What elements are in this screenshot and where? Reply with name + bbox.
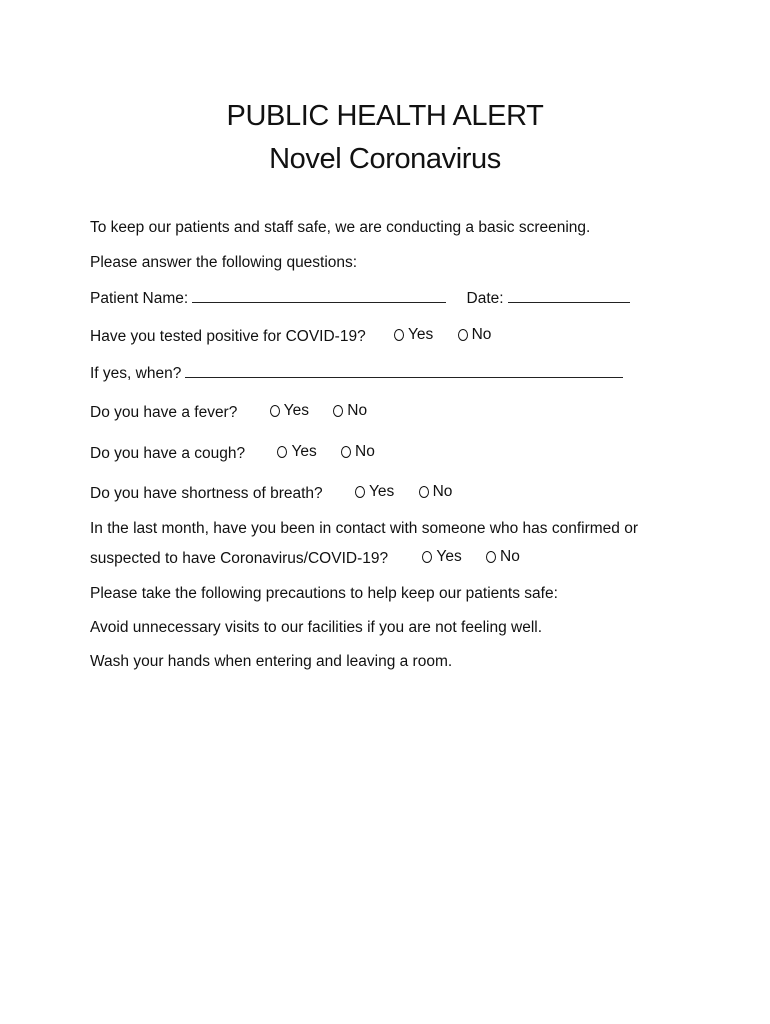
option-no[interactable] — [486, 549, 520, 565]
intro-text: To keep our patients and staff safe, we are conducting a basic screening. — [90, 219, 591, 236]
option-yes-label: Yes — [408, 326, 434, 343]
radio-circle-icon[interactable] — [270, 405, 280, 417]
question-text: Do you have a cough? — [90, 444, 246, 462]
if-yes-field[interactable] — [185, 363, 623, 378]
question-cough — [90, 444, 375, 461]
radio-circle-icon[interactable] — [422, 551, 432, 563]
page-subtitle: Novel Coronavirus — [269, 143, 501, 175]
patient-name-label: Patient Name: — [90, 290, 189, 307]
question-contact — [90, 549, 520, 566]
option-yes[interactable] — [355, 484, 394, 500]
option-no-label: No — [432, 483, 453, 500]
option-yes-label: Yes — [436, 548, 462, 565]
page-title: PUBLIC HEALTH ALERT — [226, 100, 544, 132]
patient-name-field[interactable] — [192, 288, 446, 303]
radio-circle-icon[interactable] — [458, 329, 468, 341]
instructions-text: Please answer the following questions: — [90, 254, 358, 271]
option-yes-label: Yes — [291, 443, 317, 460]
option-no-label: No — [355, 443, 375, 460]
radio-circle-icon[interactable] — [394, 329, 404, 341]
date-label: Date: — [466, 290, 504, 307]
option-no[interactable] — [333, 403, 367, 419]
option-yes[interactable] — [394, 327, 433, 343]
option-yes-label: Yes — [368, 483, 395, 500]
if-yes-label: If yes, when? — [90, 365, 182, 382]
precautions-intro: Please take the following precautions to help keep our patients safe: — [90, 585, 558, 602]
option-no[interactable] — [419, 484, 453, 500]
radio-circle-icon[interactable] — [486, 551, 496, 563]
if-yes-row — [90, 363, 623, 382]
question-shortness-of-breath — [90, 484, 452, 501]
date-field[interactable] — [508, 288, 630, 303]
radio-circle-icon[interactable] — [355, 486, 365, 498]
option-yes[interactable] — [277, 444, 316, 460]
radio-circle-icon[interactable] — [333, 405, 343, 417]
question-text: Do you have shortness of breath? — [90, 484, 323, 502]
precaution-item: Wash your hands when entering and leaving a room. — [90, 653, 453, 670]
option-yes-label: Yes — [283, 402, 309, 419]
option-no[interactable] — [341, 444, 375, 460]
radio-circle-icon[interactable] — [277, 446, 287, 458]
option-no-label: No — [500, 548, 520, 565]
option-no-label: No — [471, 326, 492, 343]
patient-info-row — [90, 288, 630, 307]
question-fever — [90, 403, 367, 420]
radio-circle-icon[interactable] — [341, 446, 351, 458]
question-contact-line1: In the last month, have you been in contact with someone who has confirmed or — [90, 520, 638, 537]
question-text: suspected to have Coronavirus/COVID-19? — [90, 549, 389, 567]
option-no[interactable] — [458, 327, 492, 343]
precaution-item: Avoid unnecessary visits to our facilities if you are not feeling well. — [90, 619, 543, 636]
question-text: Do you have a fever? — [90, 403, 238, 421]
option-no-label: No — [347, 402, 368, 419]
option-yes[interactable] — [422, 549, 461, 565]
option-yes[interactable] — [270, 403, 309, 419]
radio-circle-icon[interactable] — [419, 486, 429, 498]
question-text: Have you tested positive for COVID-19? — [90, 327, 366, 345]
question-covid-positive — [90, 327, 491, 344]
